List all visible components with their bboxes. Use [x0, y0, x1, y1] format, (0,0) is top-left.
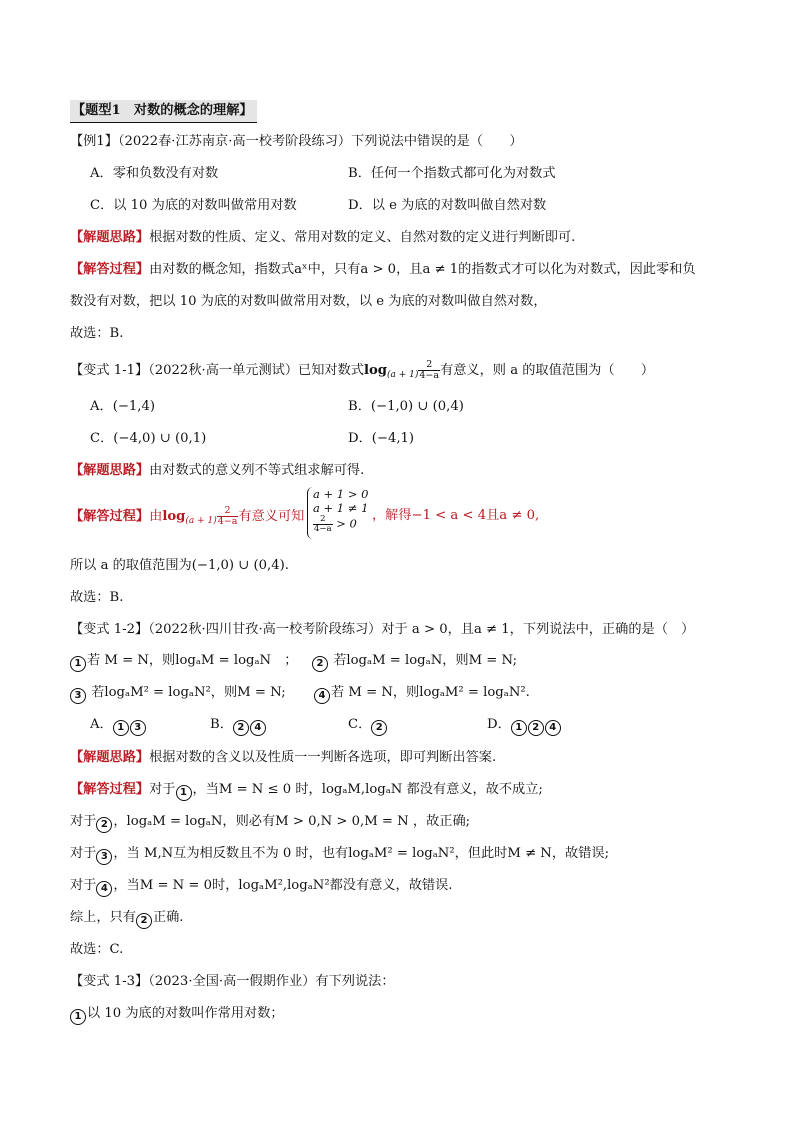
ex1-option-a: A．零和负数没有对数 — [90, 166, 219, 181]
system-row-1: a + 1 > 0 — [313, 487, 369, 501]
solution-text: ，当 M,N互为相反数且不为 0 时，也有logₐM² = logₐN²，但此时M ≠ N，故错误; — [113, 846, 610, 861]
v12-option-a — [90, 715, 147, 736]
log-base: (a + 1) — [387, 370, 419, 380]
frac-denominator: 4−a — [314, 524, 332, 534]
section-title-text: 【题型1 对数的概念的理解】 — [72, 103, 253, 118]
v12-question: 【变式 1-2】（2022秋·四川甘孜·高一校考阶段练习）对于 a > 0，且a ≠ 1，下列说法中，正确的是（ ） — [70, 622, 695, 637]
v12-summary — [70, 908, 184, 929]
ex1-answer: 故选：B. — [70, 326, 124, 341]
summary-pre: 综上，只有 — [70, 910, 136, 925]
option-letter: C． — [348, 717, 372, 732]
solution-lead: 对于 — [70, 814, 97, 829]
v11-option-c: C．(−4,0) ∪ (0,1) — [90, 431, 207, 446]
circled-number: 4 — [96, 881, 112, 897]
fraction — [313, 515, 333, 534]
v11-answer: 故选：B. — [70, 590, 124, 605]
system-row-3-rel: > 0 — [336, 516, 357, 531]
solution-text: ，logₐM = logₐN，则必有M > 0,N > 0,M = N ，故正确; — [113, 814, 471, 829]
option-letter: A． — [90, 717, 113, 732]
v12-solution-3 — [70, 844, 609, 865]
solution-pre: 由 — [149, 509, 163, 524]
ex1-solution-line2: 数没有对数，把以 10 为底的对数叫做常用对数，以 e 为底的对数叫做自然对数， — [70, 294, 547, 309]
frac-numerator: 2 — [217, 506, 239, 517]
idea-text: 根据对数的含义以及性质一一判断各选项，即可判断出答案. — [149, 750, 497, 765]
fraction — [217, 506, 239, 527]
v11-option-d: D．(−4,1) — [348, 431, 415, 446]
v11-solution-line1 — [70, 506, 304, 531]
frac-denominator: 4−a — [217, 516, 238, 527]
v12-answer: 故选：C. — [70, 942, 124, 957]
log-expression: log — [363, 363, 387, 378]
ex1-solution-line1 — [70, 260, 696, 280]
ex1-idea — [70, 228, 575, 248]
option-letter: B． — [210, 717, 233, 732]
idea-text: 根据对数的性质、定义、常用对数的定义、自然对数的定义进行判断即可. — [149, 230, 576, 245]
circled-number: 2 — [528, 720, 544, 736]
v12-option-c — [348, 715, 388, 736]
section-title — [70, 100, 257, 122]
frac-denominator: 4−a — [419, 370, 440, 381]
summary-post: 正确. — [152, 910, 184, 925]
circled-number: 4 — [250, 720, 266, 736]
log-expression: log — [162, 509, 186, 524]
circled-number: 4 — [314, 688, 330, 704]
circled-number: 1 — [70, 1009, 86, 1025]
solution-text: 由对数的概念知，指数式aˣ中，只有a > 0，且a ≠ 1的指数式才可以化为对数式，因此零和负 — [149, 262, 696, 277]
v11-idea — [70, 461, 364, 481]
circled-number: 3 — [96, 849, 112, 865]
v12-option-b — [210, 715, 267, 736]
circled-number: 3 — [130, 720, 146, 736]
frac-numerator: 2 — [418, 360, 440, 371]
system-rows — [313, 487, 368, 534]
v12-idea — [70, 748, 496, 768]
circled-number: 2 — [96, 817, 112, 833]
frac-numerator: 2 — [313, 515, 333, 525]
solution-text: ，当M = N ≤ 0 时，logₐM,logₐN 都没有意义，故不成立; — [192, 782, 543, 797]
v12-statement-2-wrap — [312, 651, 517, 672]
ex1-question: 【例1】（2022春·江苏南京·高一校考阶段练习）下列说法中错误的是（ ） — [70, 134, 523, 149]
solution-label: 【解答过程】 — [70, 782, 150, 797]
statement-1: 若 M = N，则logₐM = logₐN ； — [87, 653, 298, 668]
ex1-option-b: B．任何一个指数式都可化为对数式 — [348, 166, 556, 181]
v11-option-a: A．(−1,4) — [90, 399, 156, 414]
ex1-option-d: D．以 e 为底的对数叫做自然对数 — [348, 198, 547, 213]
v11-question — [70, 360, 654, 385]
idea-label: 【解题思路】 — [70, 463, 150, 478]
v12-statements-row1 — [70, 651, 297, 672]
solution-label: 【解答过程】 — [70, 509, 150, 524]
system-row-2: a + 1 ≠ 1 — [313, 501, 369, 515]
circled-number: 2 — [371, 720, 387, 736]
v11-option-b: B．(−1,0) ∪ (0,4) — [348, 399, 464, 414]
v12-statements-row2 — [70, 683, 286, 704]
v12-statement-4-wrap — [314, 683, 530, 704]
v13-question: 【变式 1-3】（2023·全国·高一假期作业）有下列说法： — [70, 974, 395, 989]
solution-lead: 对于 — [149, 782, 176, 797]
circled-number: 3 — [70, 688, 86, 704]
solution-text: ，当M = N = 0时，logₐM²,logₐN²都没有意义，故错误. — [113, 878, 453, 893]
v12-solution-1 — [70, 780, 543, 801]
statement-text: 以 10 为底的对数叫作常用对数； — [87, 1006, 284, 1021]
statement-4: 若 M = N，则logₐM² = logₐN². — [331, 685, 530, 700]
v12-solution-2 — [70, 812, 470, 833]
circled-number: 2 — [136, 913, 152, 929]
v12-solution-4 — [70, 876, 452, 897]
circled-number: 2 — [233, 720, 249, 736]
ex1-option-c: C．以 10 为底的对数叫做常用对数 — [90, 198, 297, 213]
v13-statement-1 — [70, 1004, 284, 1025]
solution-lead: 对于 — [70, 878, 97, 893]
statement-2: 若logₐM = logₐN，则M = N; — [333, 653, 518, 668]
statement-3: 若logₐM² = logₐN²，则M = N; — [91, 685, 286, 700]
solution-lead: 对于 — [70, 846, 97, 861]
circled-number: 2 — [312, 656, 328, 672]
system-row-3 — [313, 515, 368, 534]
idea-label: 【解题思路】 — [70, 750, 150, 765]
v11-solution-result: ，解得−1 < a < 4且a ≠ 0, — [372, 508, 540, 523]
idea-text: 由对数式的意义列不等式组求解可得. — [149, 463, 365, 478]
circled-number: 1 — [70, 656, 86, 672]
v11-head-post: 有意义，则 a 的取值范围为（ ） — [440, 363, 655, 378]
title-underline — [70, 122, 257, 123]
circled-number: 1 — [176, 785, 192, 801]
v11-solution-line2: 所以 a 的取值范围为(−1,0) ∪ (0,4). — [70, 558, 289, 573]
fraction — [418, 360, 440, 381]
circled-number: 1 — [511, 720, 527, 736]
circled-number: 1 — [113, 720, 129, 736]
option-letter: D． — [487, 717, 511, 732]
solution-mid: 有意义可知 — [238, 509, 305, 524]
idea-label: 【解题思路】 — [70, 230, 150, 245]
circled-number: 4 — [545, 720, 561, 736]
solution-label: 【解答过程】 — [70, 262, 150, 277]
log-base: (a + 1) — [185, 516, 217, 526]
v12-option-d — [487, 715, 562, 736]
v11-head-pre: 【变式 1-1】（2022秋·高一单元测试）已知对数式 — [70, 363, 364, 378]
